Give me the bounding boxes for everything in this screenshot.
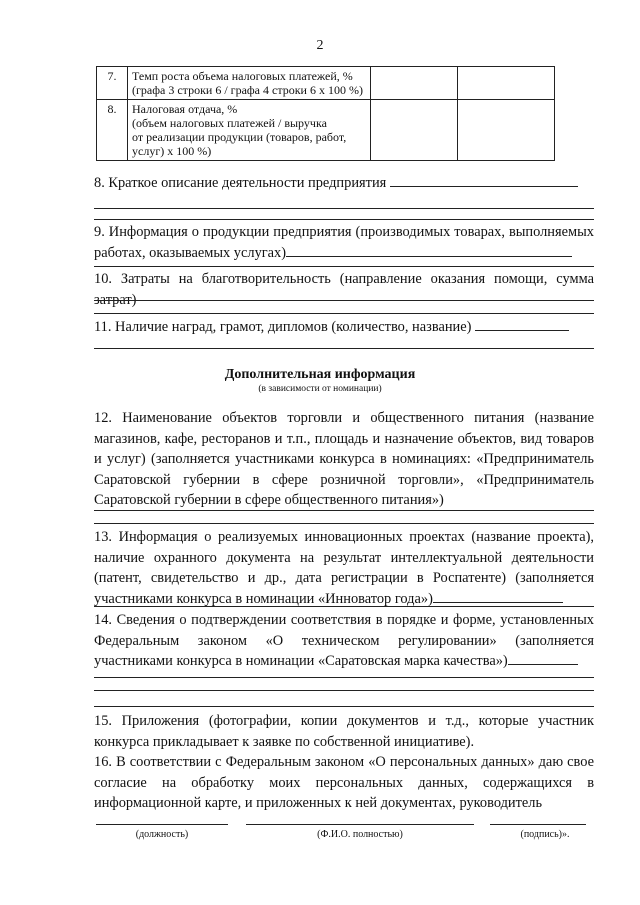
fill-line[interactable]: [94, 677, 594, 678]
value-cell: [458, 67, 555, 100]
fill-line[interactable]: [94, 690, 594, 691]
section-14: [94, 610, 594, 672]
signature-field[interactable]: [490, 824, 586, 825]
value-cell: [371, 100, 458, 161]
full-name-field[interactable]: [246, 824, 474, 825]
fill-line[interactable]: [475, 318, 569, 331]
additional-info-title: Дополнительная информация: [224, 367, 416, 382]
fill-line[interactable]: [390, 174, 578, 187]
fill-line[interactable]: [508, 652, 578, 665]
section-9-text: 9. Информация о продукции предприятия (производимых товарах, выполняемых работах, оказываемых услугах): [94, 224, 594, 261]
section-14-text: 14. Сведения о подтверждении соответствия в порядке и форме, установленных Федеральным законом «О техническом регулировании» (заполняется участниками конкурса в номинации «Саратовская марка качества»): [94, 612, 594, 669]
section-12: [94, 408, 594, 511]
fill-line[interactable]: [94, 510, 594, 511]
section-11: [94, 317, 594, 338]
row-number: 7.: [97, 67, 128, 100]
section-15-text: 15. Приложения (фотографии, копии документов и т.д., которые участник конкурса прикладывает к заявке по собственной инициативе).: [94, 713, 594, 750]
table-row: [97, 100, 555, 161]
section-16-text: 16. В соответствии с Федеральным законом «О персональных данных» даю свое согласие на обработку моих персональных данных, содержащихся в информационной карте, и приложенных к ней документах, руководитель: [94, 754, 594, 811]
signature-caption: (подпись)».: [520, 829, 570, 840]
section-11-text: 11. Наличие наград, грамот, дипломов (количество, название): [94, 319, 472, 335]
indicators-table: [96, 66, 555, 161]
row-number: 8.: [97, 100, 128, 161]
fill-line[interactable]: [94, 219, 594, 220]
section-13: [94, 527, 594, 609]
section-9: [94, 222, 594, 263]
fill-line[interactable]: [94, 208, 594, 209]
section-10: [94, 269, 594, 310]
fill-line[interactable]: [286, 244, 572, 257]
page-number: 2: [316, 38, 324, 53]
fill-line[interactable]: [94, 348, 594, 349]
table-row: [97, 67, 555, 100]
row-label: Налоговая отдача, % (объем налоговых платежей / выручка от реализации продукции (товаров, работ, услуг) x 100 %): [128, 100, 371, 161]
position-field[interactable]: [96, 824, 228, 825]
position-caption: (должность): [135, 829, 189, 840]
section-16: [94, 752, 594, 814]
fill-line[interactable]: [94, 266, 594, 267]
section-15: [94, 711, 594, 752]
section-8: [94, 173, 594, 194]
value-cell: [371, 67, 458, 100]
fill-line[interactable]: [94, 300, 594, 301]
row-label: Темп роста объема налоговых платежей, % (графа 3 строки 6 / графа 4 строки 6 x 100 %): [128, 67, 371, 100]
section-8-text: 8. Краткое описание деятельности предприятия: [94, 175, 387, 191]
fill-line[interactable]: [94, 706, 594, 707]
additional-info-subtitle: (в зависимости от номинации): [258, 384, 382, 394]
section-10-text: 10. Затраты на благотворительность (направление оказания помощи, сумма затрат): [94, 271, 594, 308]
full-name-caption: (Ф.И.О. полностью): [317, 829, 403, 840]
value-cell: [458, 100, 555, 161]
fill-line[interactable]: [433, 590, 563, 603]
section-13-text: 13. Информация о реализуемых инновационных проектах (название проекта), наличие охранного документа на результат интеллектуальной деятельности (патент, свидетельство и др., дата регистрации в Роспатенте) (заполняется участниками конкурса в номинации «Инноватор года»): [94, 529, 594, 607]
fill-line[interactable]: [94, 313, 594, 314]
fill-line[interactable]: [94, 606, 594, 607]
section-12-text: 12. Наименование объектов торговли и общественного питания (название магазинов, кафе, ресторанов и т.п., площадь и назначение объектов, вид товаров и услуг) (заполняется участниками конкурса в номинациях: «Предприниматель Саратовской губернии в сфере розничной торговли», «Предприниматель Саратовской губернии в сфере общественного питания»): [94, 410, 594, 508]
fill-line[interactable]: [94, 523, 594, 524]
